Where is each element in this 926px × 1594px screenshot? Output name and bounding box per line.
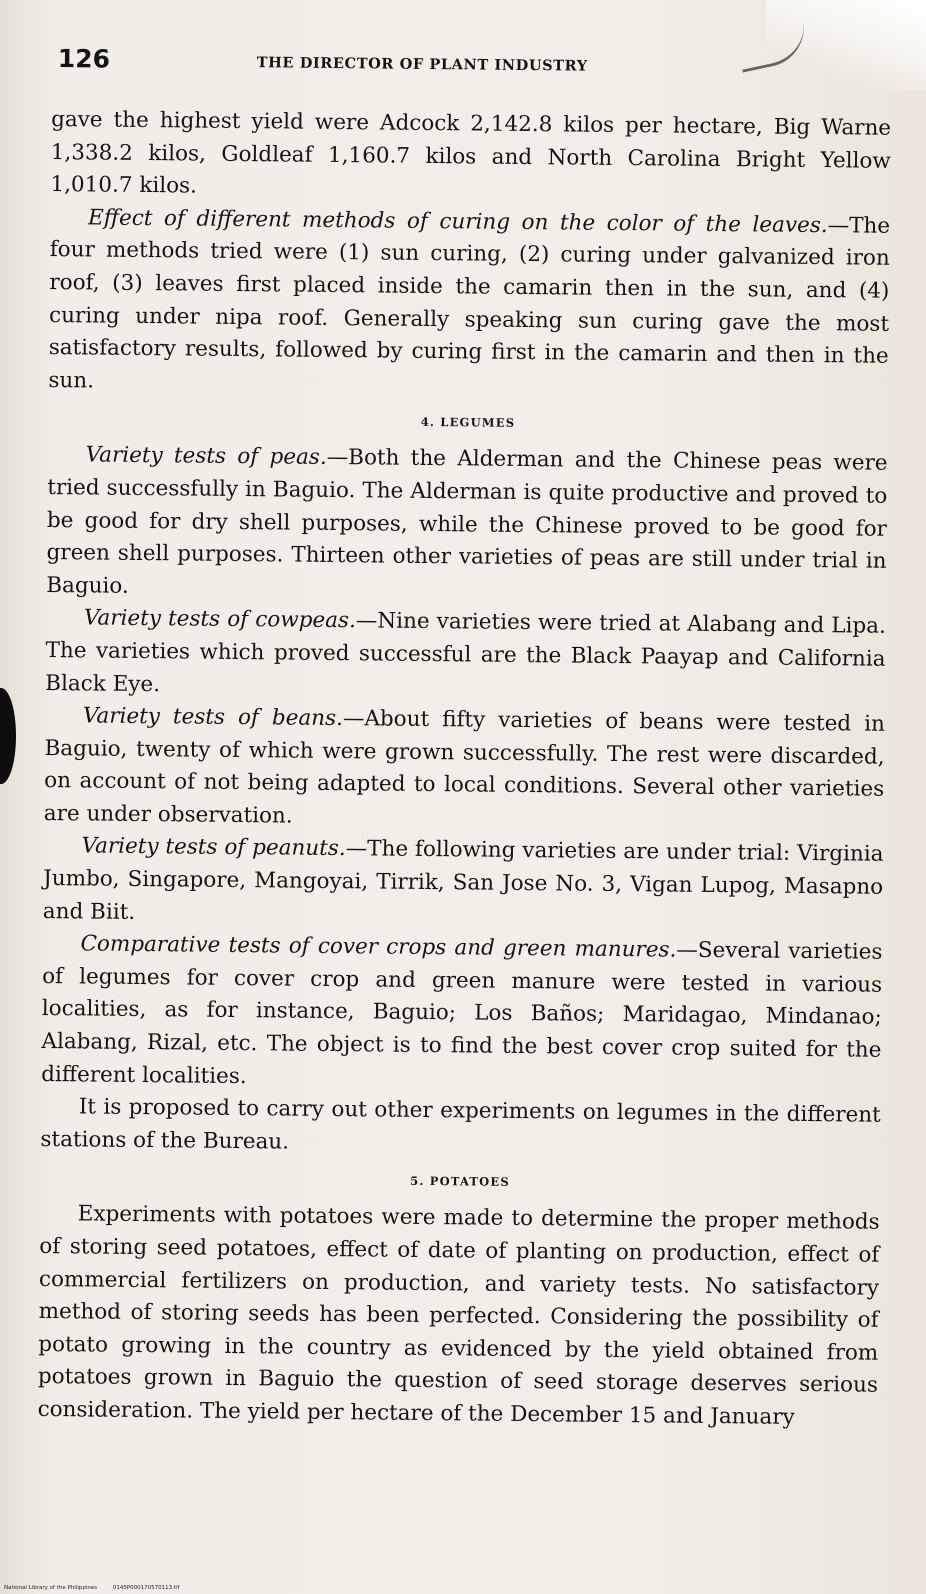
- paragraph-curing-methods: [48, 202, 890, 406]
- section-heading-potatoes: 5. POTATOES: [410, 1174, 510, 1190]
- paragraph-cover-crops: [41, 928, 883, 1100]
- paragraph-text: —Nine varieties were tried at Alabang and Lipa. The varieties which proved successful are the Black Paayap and California Black Eye.: [45, 608, 887, 697]
- paragraph-text: Experiments with potatoes were made to determine the proper methods of storing seed potatoes, effect of date of planting on production, effect of commercial fertilizers on production, and variety tests. No satisfactory method of storing seeds has been perfected. Considering the possibility of potato growing in the country as evidenced by the yield obtained from potatoes grown in Baguio the question of seed storage deserves serious consideration. The yield per hectare of the December 15 and January: [37, 1201, 880, 1430]
- paragraph-text: —Both the Alderman and the Chinese peas were tried successfully in Baguio. The Alderman is quite productive and proved to be good for dry shell purposes, while the Chinese proved to be good for green shell purposes. Thirteen other varieties of peas are still under trial in Baguio.: [46, 445, 888, 599]
- paragraph-text: —About fifty varieties of beans were tested in Baguio, twenty of which were grown successfully. The rest were discarded, on account of not being adapted to local conditions. Several other varieties are under observation.: [43, 706, 885, 829]
- paragraph-text: —The four methods tried were (1) sun curing, (2) curing under galvanized iron roof, (3) leaves first placed inside the camarin then in the sun, and (4) curing under nipa roof. Generally speaking sun curing gave the most satisfactory results, followed by curing first in the camarin and then in the sun.: [48, 212, 891, 394]
- binding-shadow: [0, 688, 16, 784]
- page-body: [37, 38, 891, 1435]
- paragraph-lead: Variety tests of beans.: [82, 703, 344, 732]
- paragraph-lead: Variety tests of peanuts.: [81, 833, 346, 862]
- paragraph-peas: [46, 439, 888, 611]
- paragraph-peanuts: [43, 830, 884, 937]
- paragraph-potatoes: [37, 1198, 879, 1435]
- paragraph-tobacco-yield: [50, 104, 891, 211]
- section-heading-legumes: 4. LEGUMES: [420, 415, 516, 431]
- footer-library: National Library of the Philippines: [4, 1585, 98, 1591]
- paragraph-beans: [44, 700, 885, 839]
- scan-footer: [4, 1585, 194, 1591]
- paragraph-lead: Variety tests of peas.: [85, 442, 327, 471]
- paragraph-lead: Comparative tests of cover crops and green manures.: [80, 931, 677, 963]
- paragraph-legume-proposal: [40, 1091, 881, 1165]
- running-head: THE DIRECTOR OF PLANT INDUSTRY: [256, 54, 588, 75]
- paragraph-cowpeas: [45, 602, 886, 709]
- page-header: [52, 38, 892, 87]
- paragraph-text: —Several varieties of legumes for cover crop and green manure were tested in various localities, as for instance, Baguio; Los Baños; Maridagao, Mindanao; Alabang, Rizal, etc. The object is to find the best cover crop suited for the different localities.: [41, 937, 883, 1089]
- paragraph-text: gave the highest yield were Adcock 2,142.8 kilos per hectare, Big Warne 1,338.2 kilos, Goldleaf 1,160.7 kilos and North Carolina Bright Yellow 1,010.7 kilos.: [50, 106, 892, 199]
- paragraph-lead: Effect of different methods of curing on the color of the leaves.: [87, 205, 828, 238]
- paragraph-lead: Variety tests of cowpeas.: [83, 605, 356, 634]
- paragraph-text: —The following varieties are under trial: Virginia Jumbo, Singapore, Mangoyai, Tirrik, San Jose No. 3, Vigan Lupog, Masapno and Biit.: [42, 836, 884, 925]
- page-number: 126: [57, 44, 111, 74]
- paragraph-text: It is proposed to carry out other experiments on legumes in the different stations of the Bureau.: [40, 1094, 881, 1155]
- footer-identifier: 0145P000170570113.tif: [112, 1585, 180, 1591]
